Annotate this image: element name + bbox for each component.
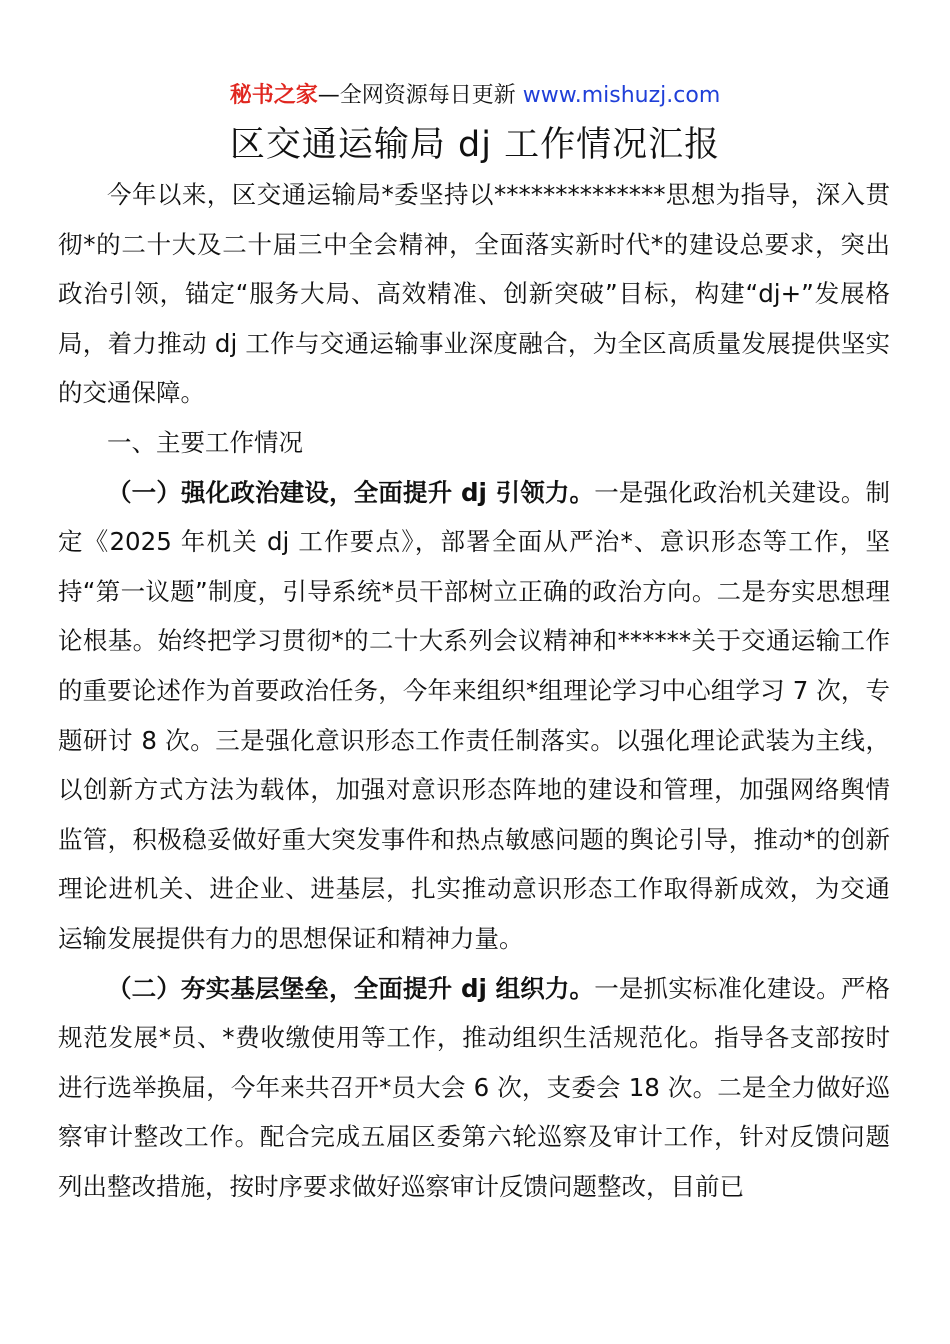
intro-paragraph: 今年以来，区交通运输局*委坚持以**************思想为指导，深入贯彻*的二十大及二十届三中全会精神，全面落实新时代*的建设总要求，突出政治引领，锚定“服务大局、高效精准、创新突破”目标，构建“dj+”发展格局，着力推动 dj 工作与交通运输事业深度融合，为全区高质量发展提供坚实的交通保障。: [58, 180, 890, 408]
item2-paragraph: [58, 964, 890, 1212]
site-header: [0, 80, 950, 112]
section-heading: 一、主要工作情况: [107, 427, 303, 457]
site-link[interactable]: www.mishuzj.com: [522, 83, 721, 108]
item1-lead: （一）强化政治建设，全面提升 dj 引领力。: [107, 477, 595, 507]
document-body: [58, 170, 890, 1211]
document-title: 区交通运输局 dj 工作情况汇报: [229, 125, 721, 165]
brand-name: 秘书之家: [229, 83, 318, 108]
item1-paragraph: [58, 468, 890, 964]
item2-lead: （二）夯实基层堡垒，全面提升 dj 组织力。: [107, 973, 595, 1003]
item2-text: 一是抓实标准化建设。严格规范发展*员、*费收缴使用等工作，推动组织生活规范化。指导各支部按时进行选举换届，今年来共召开*员大会 6 次，支委会 18 次。二是全力做好巡察审计整改工作。配合完成五届区委第六轮巡察及审计工作，针对反馈问题列出整改措施，按时序要求做好巡察审计反馈问题整改，目前已: [58, 973, 890, 1201]
header-slogan: —全网资源每日更新: [317, 83, 523, 108]
item1-text: 一是强化政治机关建设。制定《2025 年机关 dj 工作要点》，部署全面从严治*、意识形态等工作，坚持“第一议题”制度，引导系统*员干部树立正确的政治方向。二是夯实思想理论根基。始终把学习贯彻*的二十大系列会议精神和******关于交通运输工作的重要论述作为首要政治任务，今年来组织*组理论学习中心组学习 7 次，专题研讨 8 次。三是强化意识形态工作责任制落实。以强化理论武装为主线，以创新方式方法为载体，加强对意识形态阵地的建设和管理，加强网络舆情监管，积极稳妥做好重大突发事件和热点敏感问题的舆论引导，推动*的创新理论进机关、进企业、进基层，扎实推动意识形态工作取得新成效，为交通运输发展提供有力的思想保证和精神力量。: [58, 477, 890, 953]
